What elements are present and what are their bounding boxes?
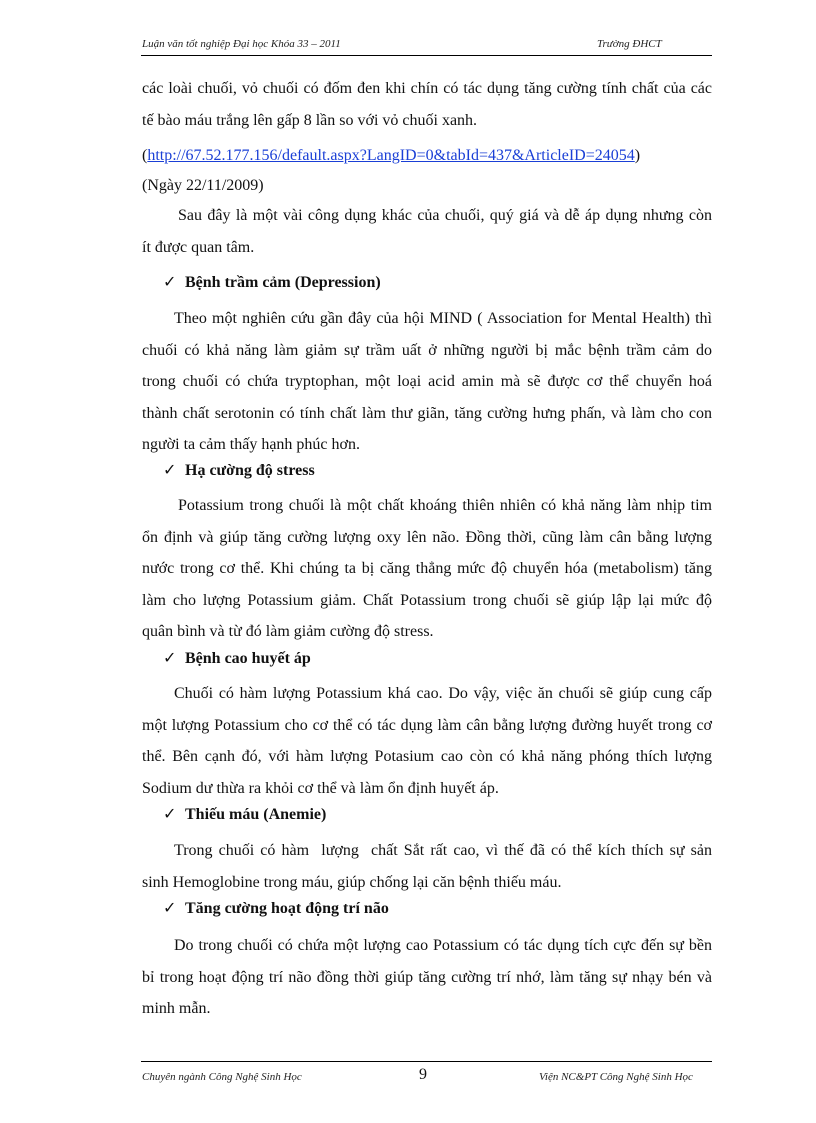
- header-left: Luận văn tốt nghiệp Đại học Khóa 33 – 2011: [142, 38, 341, 50]
- intro-line: Sau đây là một vài công dụng khác của chuối, quý giá và dễ áp dụng nhưng còn: [178, 207, 712, 224]
- checkmark-icon: ✓: [163, 900, 177, 917]
- checkmark-icon: ✓: [163, 274, 177, 291]
- paragraph-line: làm cho lượng Potassium giảm. Chất Potassium trong chuối sẽ giúp lập lại mức độ: [142, 591, 712, 609]
- checkmark-icon: ✓: [163, 806, 177, 823]
- paragraph-line: Trong chuối có hàm lượng chất Sắt rất cao, vì thế đã có thể kích thích sự sản: [174, 842, 712, 859]
- paragraph-line: trong chuối có chứa tryptophan, một loại acid amin mà sẽ được cơ thể chuyển hoá: [142, 373, 712, 390]
- section-heading-brain: ✓ Tăng cường hoạt động trí não: [163, 900, 389, 917]
- intro-line: các loài chuối, vỏ chuối có đốm đen khi chín có tác dụng tăng cường tính chất của các: [142, 80, 712, 97]
- section-paragraph-stress: [142, 490, 712, 648]
- section-heading-stress: ✓ Hạ cường độ stress: [163, 462, 315, 479]
- section-heading-anemia: ✓ Thiếu máu (Anemie): [163, 806, 327, 823]
- intro-second-paragraph: [142, 200, 712, 263]
- checkmark-icon: ✓: [163, 650, 177, 667]
- paragraph-line: nước trong cơ thể. Khi chúng ta bị căng thẳng mức độ chuyển hóa (metabolism) tăng: [142, 560, 712, 577]
- header-right: Trường ĐHCT: [597, 38, 662, 50]
- page-number: 9: [419, 1066, 427, 1083]
- paragraph-line: quân bình và từ đó làm giảm cường độ stress.: [142, 623, 434, 640]
- paragraph-line: Theo một nghiên cứu gần đây của hội MIND ( Association for Mental Health) thì: [174, 310, 712, 327]
- footer-rule: [141, 1061, 712, 1062]
- paragraph-line: Sodium dư thừa ra khỏi cơ thể và làm ổn định huyết áp.: [142, 779, 499, 797]
- intro-line: tế bào máu trắng lên gấp 8 lần so với vỏ chuối xanh.: [142, 111, 478, 129]
- paragraph-line: Chuối có hàm lượng Potassium khá cao. Do vậy, việc ăn chuối sẽ giúp cung cấp: [174, 685, 712, 702]
- paragraph-line: ổn định và giúp tăng cường lượng oxy lên não. Đồng thời, cũng làm cân bằng lượng: [142, 528, 712, 546]
- checkmark-icon: ✓: [163, 462, 177, 479]
- section-heading-depression: ✓ Bệnh trầm cảm (Depression): [163, 274, 381, 291]
- paragraph-line: sinh Hemoglobine trong máu, giúp chống lại căn bệnh thiếu máu.: [142, 873, 562, 891]
- paragraph-line: thể. Bên cạnh đó, với hàm lượng Potasium cao còn có khả năng phóng thích lượng: [142, 748, 712, 765]
- footer-left: Chuyên ngành Công Nghệ Sinh Học: [142, 1071, 302, 1083]
- paragraph-line: một lượng Potassium cho cơ thể có tác dụng làm cân bằng lượng đường huyết trong cơ: [142, 716, 712, 734]
- paragraph-line: Do trong chuối có chứa một lượng cao Potassium có tác dụng tích cực đến sự bền: [174, 937, 712, 954]
- source-date: (Ngày 22/11/2009): [142, 177, 264, 194]
- section-paragraph-depression: [142, 303, 712, 461]
- paragraph-line: Potassium trong chuối là một chất khoáng thiên nhiên có khả năng làm nhịp tim: [178, 497, 712, 514]
- paragraph-line: bỉ trong hoạt động trí não đồng thời giúp tăng cường trí nhớ, làm tăng sự nhạy bén và: [142, 968, 712, 986]
- source-link-line: (http://67.52.177.156/default.aspx?LangID=0&tabId=437&ArticleID=24054): [142, 147, 641, 164]
- paragraph-line: thành chất serotonin có tính chất làm thư giãn, tăng cường hưng phấn, và làm cho con: [142, 404, 712, 422]
- footer-right: Viện NC&PT Công Nghệ Sinh Học: [539, 1071, 693, 1083]
- paragraph-line: minh mẫn.: [142, 1000, 211, 1017]
- intro-line: ít được quan tâm.: [142, 238, 255, 256]
- header-rule: [141, 55, 712, 56]
- source-link[interactable]: http://67.52.177.156/default.aspx?LangID=0&tabId=437&ArticleID=24054: [147, 147, 635, 164]
- intro-paragraph: [142, 73, 712, 136]
- section-heading-hypertension: ✓ Bệnh cao huyết áp: [163, 650, 311, 667]
- section-paragraph-brain: [142, 930, 712, 1025]
- section-paragraph-hypertension: [142, 678, 712, 804]
- section-paragraph-anemia: [142, 835, 712, 898]
- paragraph-line: người ta cảm thấy hạnh phúc hơn.: [142, 436, 360, 453]
- paragraph-line: chuối có khả năng làm giảm sự trầm uất ở những người bị mắc bệnh trầm cảm do: [142, 341, 712, 359]
